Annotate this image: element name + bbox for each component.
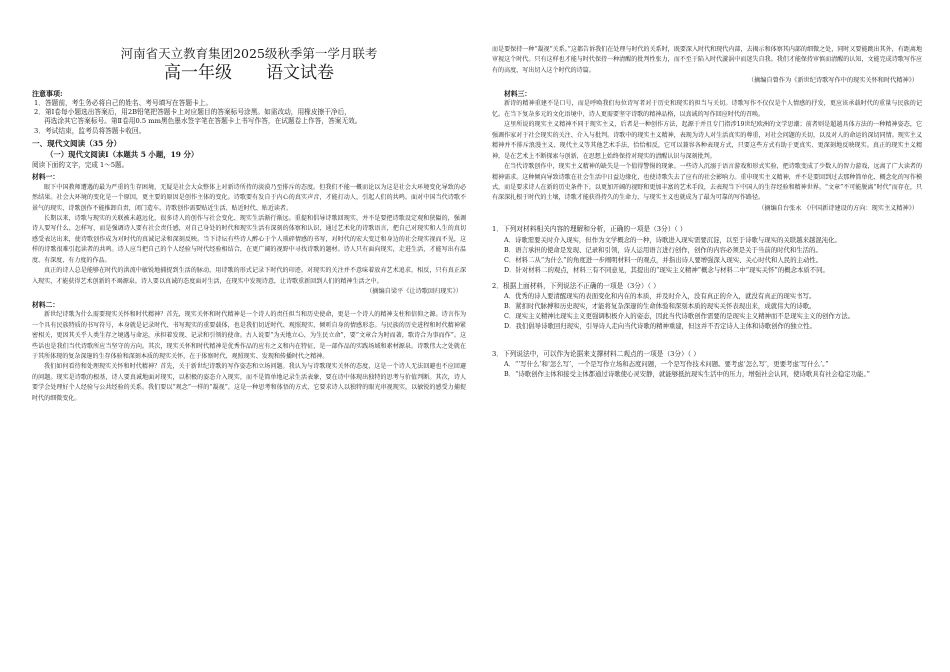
notice-item: 3．考试结束，监考员将答题卡收回。 bbox=[34, 126, 146, 135]
grade-label: 高一年级 bbox=[164, 63, 232, 83]
material-label: 材料三： bbox=[504, 89, 532, 98]
notice-item: 2．第Ⅰ卷每小题选出答案后，用2B铅笔把答题卡上对应题目的答案标号涂黑。如需改动，用橡皮擦干净后， bbox=[34, 107, 351, 116]
material-source: （摘编自曾作为《新世纪诗歌写作中的现实关怀和时代精神》） bbox=[747, 77, 918, 85]
notice-title: 注意事项: bbox=[32, 89, 63, 98]
question-option: D．针对材料二的观点，材料三有不同意见，其提出的“现实主义精神”概念与材料二中“现实关怀”的概念本质不同。 bbox=[504, 265, 829, 274]
material-paragraph: 而是要保持一种“凝视”关系。”这都告诉我们在处理与时代的关系时，既要深入时代和现代内部，去揭示和体察其内部的细微之处，同时又要能跳出其外，有距离地审视这个时代。只有这样也才能与时代保持一种清醒的批判性张力，而不至于陷入时代漩涡中而迷失自我。我们才能保持审慎而清醒的认知，文能完成诗歌写作应有的高度，写出切入这个时代的诗篇。 bbox=[492, 46, 922, 74]
question-option: D．我们倡导诗歌回归现实，引导诗人走向当代诗歌的精神重建，但这并不否定诗人主体和诗歌创作的独立性。 bbox=[504, 321, 816, 330]
question-stem: 1．下列对材料相关内容的理解和分析，正确的一项是（3分）（ ） bbox=[492, 225, 687, 234]
subsection-title: （一）现代文阅读Ⅰ（本题共 5 小题，19 分） bbox=[46, 150, 199, 160]
question-option: B．“诗歌创作主体和接受主体都通过诗歌使心灵安静，就能够抵抗现实生活中的压力，增强社会认同，使诗歌具有社会稳定功能。” bbox=[504, 370, 870, 378]
subject-label: 语文试卷 bbox=[266, 63, 334, 83]
notice-item: 1．答题前，考生务必将自己的姓名、考号填写在答题卡上。 bbox=[34, 98, 213, 107]
question-stem: 3．下列说法中，可以作为论据来支撑材料二观点的一项是（3分）（ ） bbox=[492, 349, 700, 358]
material-paragraph: 在当代诗歌创作中，现实主义精神的缺失是一个值得警惕的现象。一些诗人沉溺于语言游戏和形式实验，把诗歌变成了少数人的智力游戏，远离了广大读者的精神需求。这种倾向导致诗歌在社会生活中日益边缘化，也使诗歌失去了应有的社会影响力。重申现实主义精神，并不是要回到过去那种简单化、概念化的写作模式，而是要求诗人在新的历史条件下，以更加开阔的视野和更加丰富的艺术手段，去表现当下中国人的生存经验和精神世界。“文章”不可能脱离“时代”而存在，只有深深扎根于时代的土壤，诗歌才能获得持久的生命力，与现实主义也就成为了最为可靠的写作路径。 bbox=[492, 163, 922, 202]
question-option: A．诗歌需要关时介入现实，但作为文学概念的一种，诗歌进入现实需要沉淀，以至于诗歌与现实的关联越来越混沌化。 bbox=[504, 235, 841, 244]
material-label: 材料一： bbox=[32, 173, 60, 182]
question-option: C．现实主义精神比现实主义更强调积极介入的姿态，因此当代诗歌创作需要的是现实主义精神而不是现实主义的创作方法。 bbox=[504, 311, 854, 320]
material-source: （摘编自台张永 《中国新诗建设的方向：现实主义精神》） bbox=[758, 204, 918, 212]
reading-instruction: 阅读下面的文字，完成 1～5题。 bbox=[32, 161, 129, 170]
question-option: A．“‘写什么’和‘怎么写’，一个是写作立场和态度问题，一个是写作技术问题。要考虑‘怎么写’，更要考虑‘写什么’。” bbox=[504, 360, 829, 368]
question-stem: 2．根据上面材料，下列说法不正确的一项是（3分）（ ） bbox=[492, 281, 660, 290]
material-paragraph: 新诗的精神重建不是口号，而是呼唤我们每位诗写者对于历史和现实的担当与关切。诗歌写作不仅仅是个人情感的抒发，更应该承载时代的重量与民族的记忆。在当下复杂多元的文化语境中，诗人更需要坚守诗歌的精神品格，以真诚的写作回应时代的召唤。 bbox=[492, 100, 922, 118]
material-paragraph: 眼下中国教师遭遇的最为严重的生存困境，无疑是社会大众整体上对新诗所持的淡漠乃至排斥的态度。但我们不能一概而论以为这是社会大环境变化导致的必然结果。社会大环境的变化是一个原因，更主要的原因是创作主体的变化。诗歌要有发自于内心的真实声音，才能打动人，引起人们的共鸣。面对中国当代诗歌不景气的现实，诗歌创作不能推卸自责，闭门造车。诗歌创作需要贴近生活、贴近时代、贴近读者。 bbox=[32, 183, 466, 212]
material-paragraph: 新世纪诗歌为什么需要现实关怀和时代精神？首先，现实关怀和时代精神是一个诗人的责任担当和历史使命，更是一个诗人的精神支柱和信仰之源。诗言作为一个具有民族特质的书写符号，本身就是记录时代、书写现实的重要载体，也是我们切近时代、观照现实、倾听自身的情感形态。与民族的历史进程和时代精神紧密相关，更因其关乎人类生存之境遇与命运，承担着发现、记录和引领的使命。古人说要“为天地立心，为生民立命”，要“文章合为时而著，歌诗合为事而作”。这些话也是我们当代诗歌所应当坚守的方向。其次，现实关怀和时代精神是优秀作品的应有之义和内在特征，是一部作品的实践场域和素材源泉。诗歌伟大之处就在于其所体现的复杂深邃的生存体验和深刻本质的现实关怀，在于体察时代、观照现实、发现和传播时代之精神。 bbox=[32, 311, 466, 360]
subject-title bbox=[32, 63, 466, 83]
material-paragraph: 长期以来，诗歌与现实的关联被未越远化，很多诗人的创作与社会变化、现实生活渐行渐远。重提和倡导诗歌回现实，并不是要把诗歌设定观和狭隘的，强调诗人要写什么、怎样写，而是强调诗人要有社会责任感，对自己身处的时代和现实生活有深刻的体察和认识，通过艺术化的诗歌语言，把自己对现实和人生的真切感受表达出来，使诗歌创作成为对时代的真诚记录和深刻反映。当下诗坛有些诗人醉心于个人琐碎情感的书写，对时代的宏大变迁和身边的社会现实视而不见，这样的诗歌很难引起读者的共鸣。诗人应当把自己的个人经验与时代经验相结合，在更广阔的视野中寻找诗歌的题材。诗人只有面向现实，走进生活，才能写出有温度、有深度、有力度的作品。 bbox=[32, 214, 466, 264]
section-title: 一、现代文阅读（35 分） bbox=[32, 139, 122, 149]
question-option: A．优秀的诗人要清醒现实的表面变化和内在的本质，并及时介入，没有真正的介入，就没有真正的现实书写。 bbox=[504, 291, 816, 300]
question-option: B．语言承担的使命是发现、记录和引领，诗人运用语言进行创作，创作的内容必须是关于当前的时代和生活的。 bbox=[504, 245, 822, 254]
material-paragraph: 真正的诗人总是能够在时代的洪流中敏锐地捕捉到生活的脉动，用诗歌的形式记录下时代的印迹。对现实的关注并不意味着放弃艺术追求，相反，只有真正深入现实，才能获得艺术创新的不竭源泉。诗人要以真诚的态度面对生活，在现实中发现诗意，让诗歌重新回到人们的精神生活之中。 bbox=[32, 267, 466, 285]
material-source: （摘编自梁平《让诗歌回归现实》） bbox=[366, 288, 462, 296]
notice-item: 再选涂其它答案标号。第Ⅱ卷用0.5 mm黑色墨水签字笔在答题卡上书写作答，在试题卷上作答，答案无效。 bbox=[44, 117, 362, 126]
material-paragraph: 我们如何看待和处理现实关怀和时代精神？首先，关于新世纪诗歌的写作姿态和立场问题。我认为与诗歌现实关怀的态度，这是一个诗人无法回避也不应回避的问题。现实是诗歌的根基，诗人要真诚地面对现实，以积极的姿态介入现实，而不是简单地记录生活表象，要在诗中体现出独特的思考与价值判断。其次，诗人要学会处理好个人经验与公共经验的关系。我们要以“观念”一样的“凝视”，这是一种思考和体悟的方式，它要求诗人以独特的眼光审视现实，以敏锐的感受力捕捉时代的细微变化。 bbox=[32, 363, 466, 402]
right-column bbox=[478, 0, 950, 672]
question-option: C．材料二从“为什么”的角度进一步阐明材料一的观点，并指出诗人要增强深入现实、关心时代和人民的主动性。 bbox=[504, 255, 823, 264]
exam-title: 河南省天立教育集团2025级秋季第一学月联考 bbox=[120, 46, 378, 61]
material-label: 材料二： bbox=[32, 300, 60, 309]
material-paragraph: 这里所说的现实主义精神不同于现实主义，后者是一种创作方法，起源于并且专门指涉19世纪欧洲的文学思潮；前者则是超越具体方法的一种精神姿态，它强调作家对于社会现实的关注、介入与批判。诗歌中的现实主义精神，表现为诗人对生活真实的尊重，对社会问题的关切，以及对人的命运的深切同情。现实主义精神并不排斥浪漫主义、现代主义等其他艺术手法，恰恰相反，它可以兼容各种表现方式，只要这些方式有助于更真实、更深刻地反映现实。真正的现实主义精神，是在艺术上不断探索与创新，在思想上始终保持对现实的清醒认识与深刻批判。 bbox=[492, 121, 922, 160]
question-option: B．紧扣时代脉搏和历史现实，才能将复杂深邃的生命体验和深刻本质的现实关怀表现出来，成就伟大的诗歌。 bbox=[504, 301, 816, 310]
